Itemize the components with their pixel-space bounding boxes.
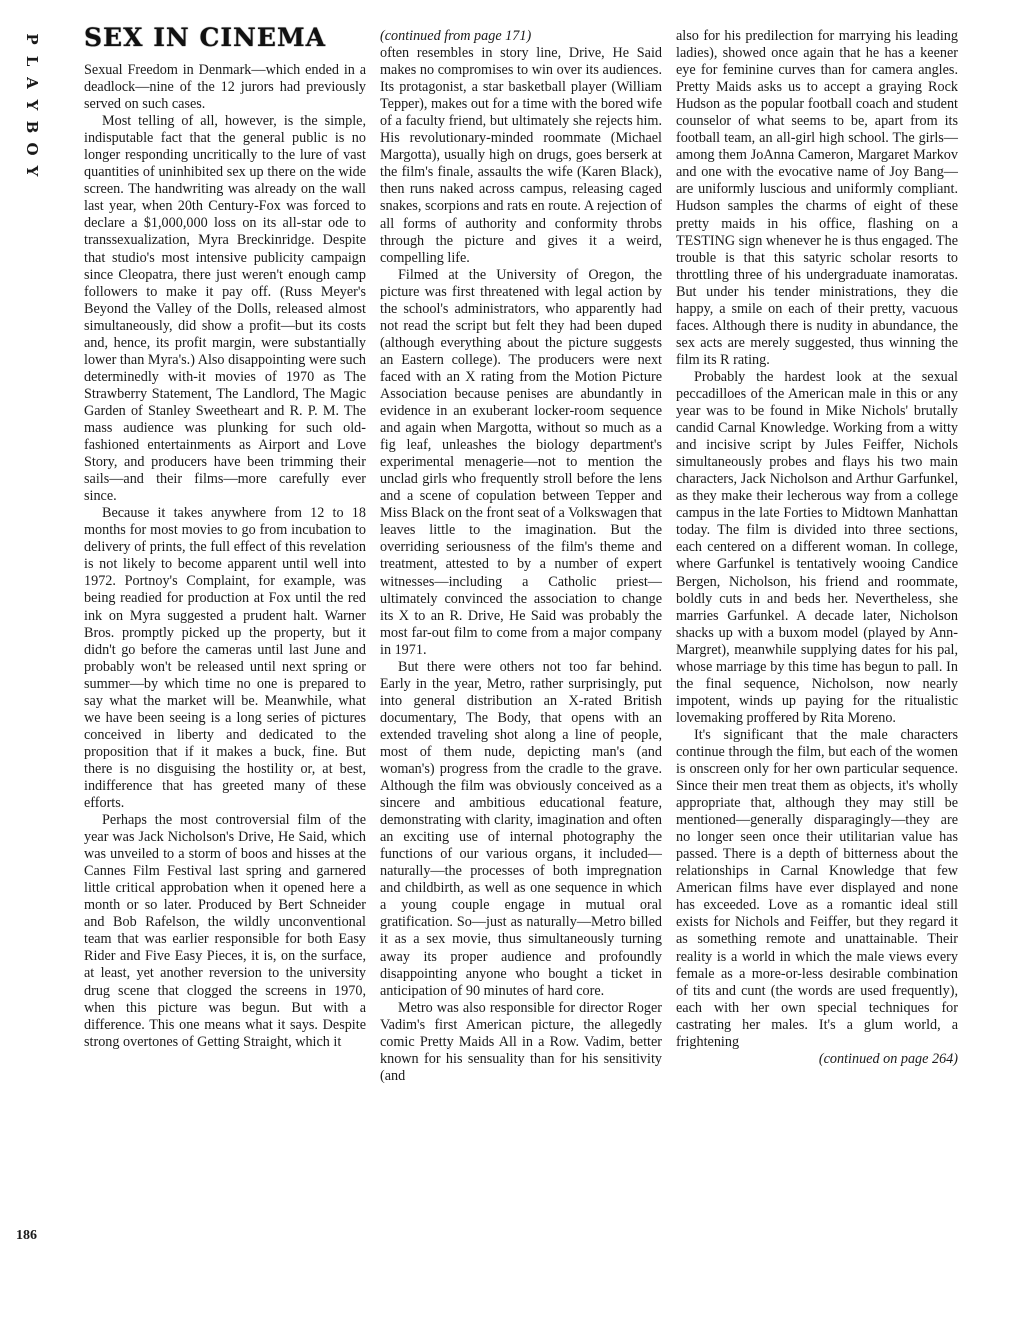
paragraph: Most telling of all, however, is the simple, indisputable fact that the general public is no longer responding uncritically to the lure of vast quantities of uninhibited sex up there on the wide screen. The handwriting was already on the wall last year, when 20th Century-Fox was forced to declare a $1,000,000 loss on its all-star ode to transsexualization, Myra Breckinridge. Despite that studio's most intensive publicity campaign since Cleopatra, there just weren't enough camp followers to make it pay off. (Russ Meyer's Beyond the Valley of the Dolls, released almost simultaneously, did show a profit—but its costs and, hence, its profit margin, were substantially lower than Myra's.) Also disappointing were such determinedly with-it movies of 1970 as The Strawberry Statement, The Landlord, The Magic Garden of Stanley Sweetheart and R. P. M. The mass audience was plunking for such old-fashioned entertainments as Airport and Love Story, and producers have been trimming their sails—and their films—more carefully ever since.	[84, 113, 366, 505]
paragraph: But there were others not too far behind. Early in the year, Metro, rather surprisingly, put into general distribution an X-rated British documentary, The Body, that opens with an extended traveling shot along a line of people, most of them nude, depicting man's (and woman's) progress from the cradle to the grave. Although the film was obviously conceived as a sincere and ambitious educational feature, demonstrating with clarity, imagination and often an exciting use of internal photography the functions of our various organs, it included—naturally—the processes of both impregnation and childbirth, as well as one sequence in which a young couple engage in mutual oral gratification. So—just as naturally—Metro billed it as a sex movie, thus simultaneously turning away its proper audience and profoundly disappointing anyone who bought a ticket in anticipation of 90 minutes of hard core.	[380, 658, 662, 999]
magazine-logo: P L A Y B O Y	[23, 33, 41, 177]
paragraph: Sexual Freedom in Denmark—which ended in a deadlock—nine of the 12 jurors had previously served on such cases.	[84, 62, 366, 113]
text-column-2	[380, 28, 662, 1085]
text-column-1	[84, 23, 366, 1051]
paragraph: Perhaps the most controversial film of the year was Jack Nicholson's Drive, He Said, which was unveiled to a storm of boos and hisses at the Cannes Film Festival last spring and garnered little critical approbation when it opened here a month or so later. Produced by Bert Schneider and Bob Rafelson, the wildly unconventional team that was earlier responsible for both Easy Rider and Five Easy Pieces, it is, on the surface, at least, yet another reversion to the university drug scene that clogged the screens in 1970, when this picture was begun. But with a difference. This one means what it says. Despite strong overtones of Getting Straight, which it	[84, 812, 366, 1050]
paragraph: Filmed at the University of Oregon, the picture was first threatened with legal action by the school's administrators, who apparently had not read the script but felt they had been duped (although everything about the picture suggests an Eastern college). The producers were next faced with an X rating from the Motion Picture Association because penises are abundantly in evidence in an exuberant locker-room sequence and again when Margotta, without so much as a fig leaf, unleashes the biology department's experimental menagerie—not to mention the unclad girls who frequently stroll before the lens and a scene of copulation between Tepper and Miss Black on the front seat of a Volkswagen that leaves little to the imagination. But the overriding seriousness of the film's theme and treatment, attested to by a number of expert witnesses—including a Catholic priest—ultimately convinced the association to change its X to an R. Drive, He Said was probably the most far-out film to come from a major company in 1971.	[380, 266, 662, 658]
paragraph: It's significant that the male characters continue through the film, but each of the women is onscreen only for her own particular sequence. Since their men treat them as objects, it's wholly appropriate that, although they may still be mentioned—generally disparagingly—they are no longer seen once their utilitarian value has passed. There is a depth of bitterness about the relationships in Carnal Knowledge that few American films have ever displayed and none has exceeded. Love as a romantic ideal still exists for Nichols and Feiffer, but they regard it as something remote and unattainable. Their reality is a world in which the male views every female as a more-or-less desirable combination of tits and cunt (the words are used frequently), each with her own special techniques for castrating her males. It's a glum world, a frightening	[676, 726, 958, 1050]
paragraph: Probably the hardest look at the sexual peccadilloes of the American male in this or any year was to be found in Mike Nichols' brutally candid Carnal Knowledge. Working from a witty and incisive script by Jules Feiffer, Nichols simultaneously probes and flays his two main characters, Jack Nicholson and Arthur Garfunkel, as they make their lecherous way from a college campus in the late Forties to Midtown Manhattan today. The film is divided into three sections, each centered on a different woman. In college, where Garfunkel is tentatively wooing Candice Bergen, Nicholson, his friend and roommate, boldly cuts in and beds her. Nevertheless, she marries Garfunkel. A decade later, Nicholson shacks up with a buxom model (played by Ann-Margret), meanwhile supplying dates for his pal, whose marriage by this time has begun to pall. In the final sequence, Nicholson, now nearly impotent, winds up paying for the ritualistic lovemaking proffered by Rita Moreno.	[676, 368, 958, 726]
continued-on-note: (continued on page 264)	[818, 1050, 958, 1067]
article-heading: SEX IN CINEMA	[84, 23, 327, 52]
paragraph: also for his predilection for marrying his leading ladies), showed once again that he has a keener eye for feminine curves than for camera angles. Pretty Maids asks us to accept a graying Rock Hudson as the popular football coach and student counselor of what seems to be, apart from its football team, an all-girl high school. The girls—among them JoAnna Cameron, Margaret Markov and one with the evocative name of Joy Bang—are uniformly luscious and uniformly compliant. Hudson samples the charms of eight of these pretty maids in his office, flashing on a TESTING sign whenever he is thus engaged. The trouble is that this satyric scholar resorts to throttling three of his undergraduate inamoratas. But under his tender ministrations, they die happy, a smile on each of their pretty, vacuous faces. Although there is nudity in abundance, the sex acts are merely suggested, thus winning the film its R rating.	[676, 28, 958, 368]
continued-from-note: (continued from page 171)	[380, 28, 532, 44]
text-column-3	[676, 28, 958, 1068]
paragraph: Because it takes anywhere from 12 to 18 months for most movies to go from incubation to delivery of prints, the full effect of this revelation is not likely to become apparent until well into 1972. Portnoy's Complaint, for example, was being readied for production at Fox until the red ink on Myra suggested a prudent halt. Warner Bros. promptly picked up the property, but it didn't go before the cameras until last June and probably won't be released until next spring or summer—by which time no one is prepared to say what the market will be. Meanwhile, what we have been seeing is a long series of pictures conceived in liberty and dedicated to the proposition that if it makes a buck, fine. But there is no disguising the hostility or, at best, indifference that has greeted many of these efforts.	[84, 505, 366, 812]
paragraph: Metro was also responsible for director Roger Vadim's first American picture, the allegedly comic Pretty Maids All in a Row. Vadim, better known for his sensuality than for his sensitivity (and	[380, 999, 662, 1084]
page-number: 186	[16, 1228, 37, 1243]
paragraph: often resembles in story line, Drive, He Said makes no compromises to win over its audiences. Its protagonist, a star basketball player (William Tepper), makes out for a time with the bored wife of a faculty friend, but ultimately she rejects him. His revolutionary-minded roommate (Michael Margotta), usually high on drugs, goes berserk at the film's finale, assaults the wife (Karen Black), then runs naked across campus, releasing caged snakes, scorpions and rats en route. A rejection of all forms of authority and conformity throbs through the picture and gives it a weird, compelling life.	[380, 45, 662, 266]
